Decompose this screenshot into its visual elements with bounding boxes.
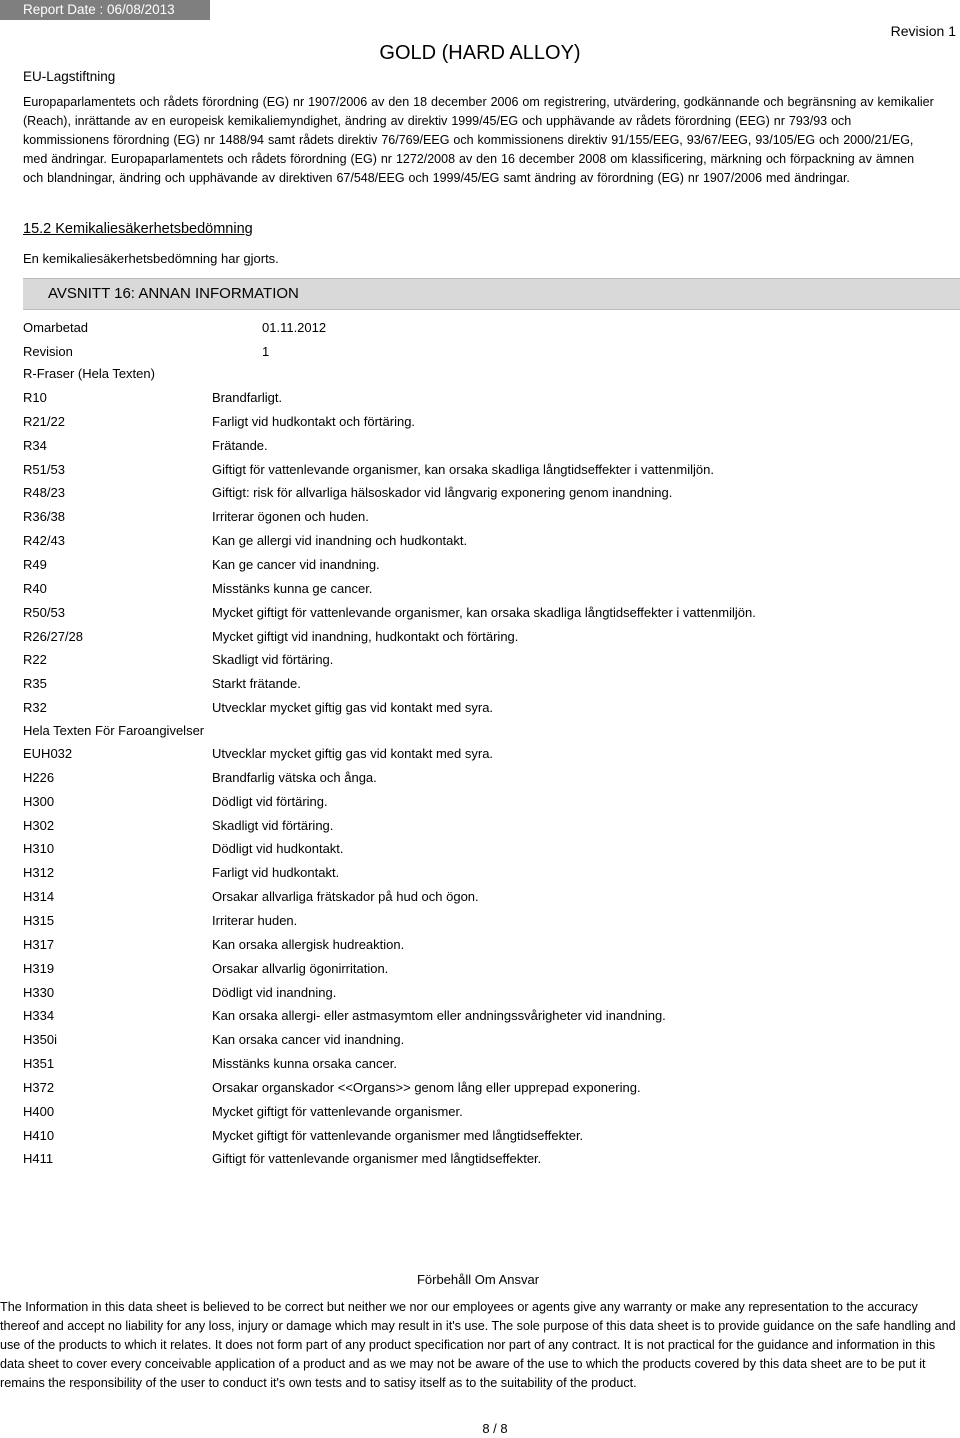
phrase-code: H315 [23,912,55,928]
phrase-text: Mycket giftigt för vattenlevande organismer, kan orsaka skadliga långtidseffekter i vattenmiljön. [212,604,756,620]
phrase-text: Orsakar organskador <<Organs>> genom lång eller upprepad exponering. [212,1079,641,1095]
phrase-code: R26/27/28 [23,628,83,644]
phrase-code: R51/53 [23,461,65,477]
phrase-text: Dödligt vid hudkontakt. [212,841,344,857]
phrase-text: Utvecklar mycket giftig gas vid kontakt med syra. [212,746,494,761]
eu-legislation-heading: EU-Lagstiftning [23,69,116,84]
phrase-text: Skadligt vid förtäring. [212,652,334,668]
phrase-text: Dödligt vid inandning. [212,984,337,1000]
phrase-text: Brandfarlig vätska och ånga. [212,769,377,785]
phrase-code: H372 [23,1079,55,1095]
phrase-text: Kan ge cancer vid inandning. [212,556,380,572]
phrase-text: Mycket giftigt för vattenlevande organismer med långtidseffekter. [212,1127,584,1143]
phrase-code: R49 [23,556,47,572]
disclaimer-title: Förbehåll Om Ansvar [416,1272,540,1287]
phrase-code: H319 [23,960,55,976]
phrase-text: Brandfarligt. [212,390,283,405]
revision-label: Revision 1 [890,23,956,39]
section-15-2-text: En kemikaliesäkerhetsbedömning har gjorts. [23,251,279,266]
phrase-text: Farligt vid hudkontakt och förtäring. [212,413,416,429]
phrase-code: H410 [23,1127,55,1143]
phrase-code: R42/43 [23,533,65,549]
phrase-text: Irriterar huden. [212,912,298,928]
phrase-text: Farligt vid hudkontakt. [212,865,340,881]
phrase-text: Giftigt för vattenlevande organismer med långtidseffekter. [212,1151,542,1167]
revised-label: Omarbetad [23,320,89,335]
phrase-text: Kan orsaka allergi- eller astmasymtom eller andningssvårigheter vid inandning. [212,1008,666,1024]
phrase-code: H314 [23,889,55,905]
phrase-code: R32 [23,700,47,716]
phrase-code: R48/23 [23,485,65,501]
phrase-code: H317 [23,936,55,952]
phrase-text: Misstänks kunna ge cancer. [212,580,373,596]
phrase-code: H300 [23,793,55,809]
revised-value: 01.11.2012 [262,320,327,335]
phrase-text: Frätande. [212,437,268,453]
phrase-code: H334 [23,1008,55,1024]
page-number: 8 / 8 [482,1421,508,1436]
phrase-code: R10 [23,390,47,405]
phrase-code: H330 [23,984,55,1000]
phrase-code: H411 [23,1151,54,1167]
product-title: GOLD (HARD ALLOY) [379,42,581,64]
phrase-text: Utvecklar mycket giftig gas vid kontakt med syra. [212,700,494,716]
disclaimer-text: The Information in this data sheet is believed to be correct but neither we nor our employees or agents give any warranty or make any representation to the accuracy thereof and accept no liability for any loss, injury or damage which may result in it's use. The sole purpose of this data sheet is to provide guidance on the safe handling and use of the products to which it relates. It does not form part of any product specification nor part of any contract. It is not practical for the guidance and information in this data sheet to cover every conceivable application of a product and as we may not be aware of the use to which the products covered by this data sheet are to be put it remains the responsibility of the user to conduct it's own tests and to satisy itself as to the suitability of the product. [0,1300,956,1390]
phrase-code: H312 [23,865,55,881]
phrase-code: R40 [23,580,47,596]
phrase-text: Kan orsaka cancer vid inandning. [212,1032,405,1048]
phrase-code: H350i [23,1032,57,1048]
phrase-code: R21/22 [23,413,65,429]
phrase-code: R22 [23,652,47,668]
phrase-code: H351 [23,1056,55,1072]
phrase-text: Kan orsaka allergisk hudreaktion. [212,936,405,952]
phrase-text: Orsakar allvarliga frätskador på hud och ögon. [212,889,479,905]
phrase-code: H302 [23,817,55,833]
phrase-code: H400 [23,1103,55,1119]
phrase-text: Mycket giftigt för vattenlevande organismer. [212,1103,463,1119]
phrase-text: Giftigt: risk för allvarliga hälsoskador vid långvarig exponering genom inandning. [212,485,673,501]
eu-legislation-text: Europaparlamentets och rådets förordning (EG) nr 1907/2006 av den 18 december 2006 om registrering, utvärdering, godkännande och begränsning av kemikalier (Reach), inrättande av en europeisk kemikaliemyndighet, ändring av direktiv 1999/45/EG och upphävande av rådets förordning (EEG) nr 793/93 och kommissionens förordning (EG) nr 1488/94 samt rådets direktiv 76/769/EEG och kommissionens direktiv 91/155/EEG, 93/67/EEG, 93/105/EG och 2000/21/EG, med ändringar. Europaparlamentets och rådets förordning (EG) nr 1272/2008 av den 16 december 2008 om klassificering, märkning och förpackning av ämnen och blandningar, ändring och upphävande av direktiven 67/548/EEG och 1999/45/EG samt ändring av förordning (EG) nr 1907/2006 med ändringar. [23,95,934,185]
h-phrases-heading: Hela Texten För Faroangivelser [23,723,205,738]
section-15-2-heading: 15.2 Kemikaliesäkerhetsbedömning [23,221,253,237]
phrase-text: Orsakar allvarlig ögonirritation. [212,960,389,976]
phrase-code: H226 [23,769,55,785]
phrase-text: Giftigt för vattenlevande organismer, kan orsaka skadliga långtidseffekter i vattenmiljön. [212,461,714,477]
phrase-code: R34 [23,437,47,453]
phrase-text: Starkt frätande. [212,676,301,692]
phrase-text: Irriterar ögonen och huden. [212,509,369,525]
phrase-code: R36/38 [23,509,65,525]
phrase-code: R35 [23,676,47,692]
phrase-code: EUH032 [23,746,73,761]
phrase-text: Kan ge allergi vid inandning och hudkontakt. [212,533,468,549]
phrase-code: R50/53 [23,604,65,620]
revision-field-label: Revision [23,344,73,359]
phrase-text: Mycket giftigt vid inandning, hudkontakt och förtäring. [212,628,519,644]
phrase-text: Misstänks kunna orsaka cancer. [212,1056,397,1072]
revision-field-value: 1 [262,344,270,359]
report-date: Report Date : 06/08/2013 [0,0,210,20]
phrase-text: Skadligt vid förtäring. [212,817,334,833]
phrase-text: Dödligt vid förtäring. [212,793,328,809]
section-16-title: AVSNITT 16: ANNAN INFORMATION [48,285,299,302]
phrase-code: H310 [23,841,55,857]
r-phrases-heading: R-Fraser (Hela Texten) [23,366,155,381]
